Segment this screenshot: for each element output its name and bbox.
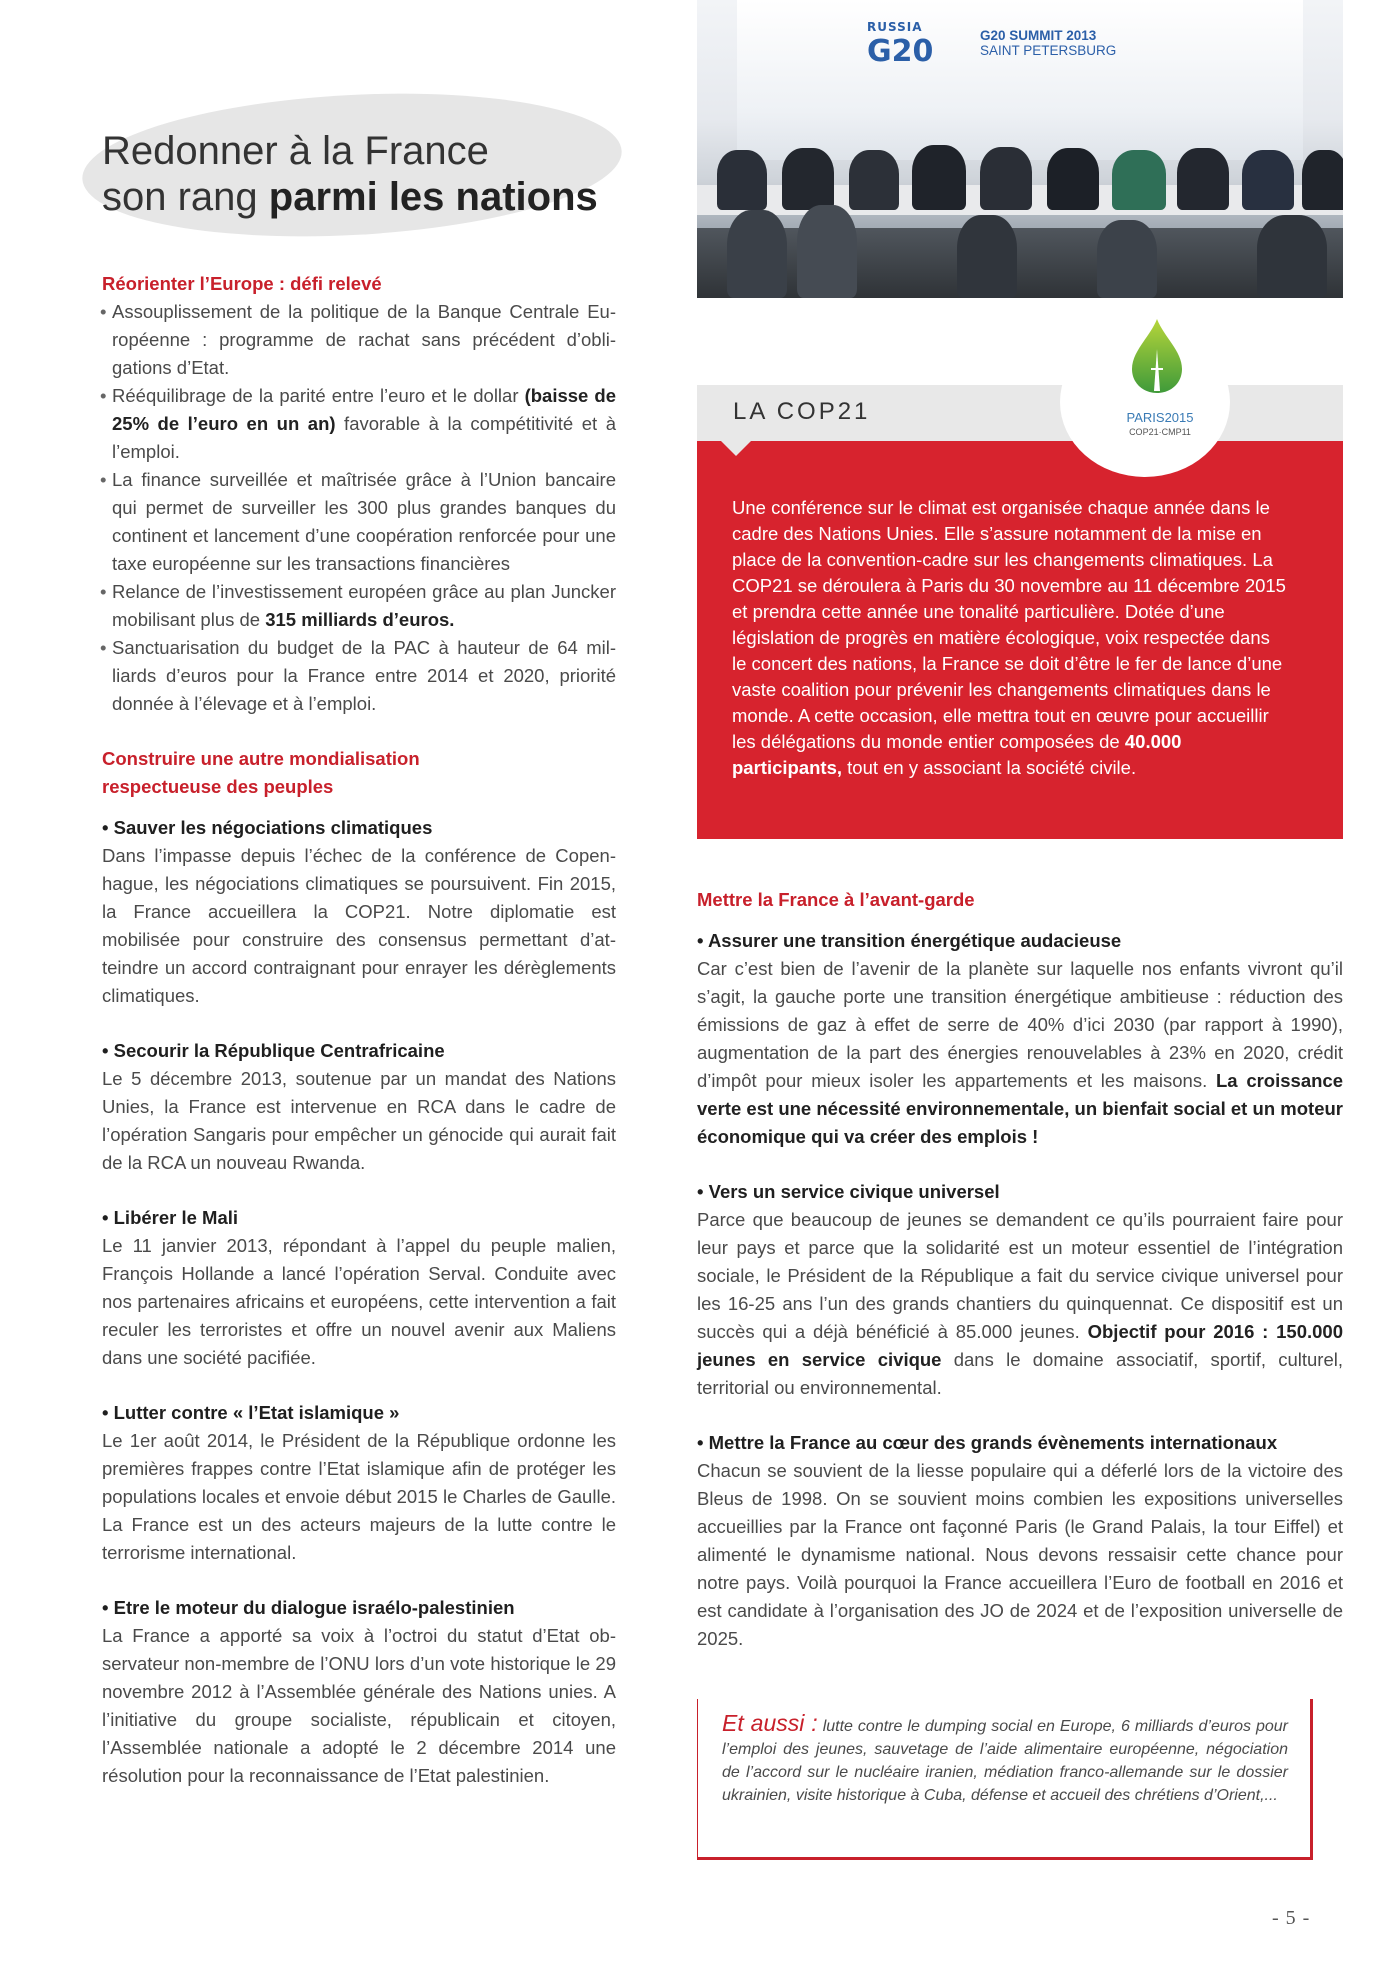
- mondialisation-heading-line-1: Construire une autre mondialisation: [102, 748, 420, 769]
- list-item-bold: (baisse de 25% de l’euro en un an): [112, 385, 616, 434]
- cop21-label: LA COP21: [733, 398, 871, 425]
- section-body-bold: Objectif pour 2016 : 150.000 jeunes en service civique: [697, 1321, 1344, 1370]
- g20-summit-photo: [697, 0, 1343, 298]
- panelist: [912, 145, 966, 210]
- section-body-service-civique: [697, 1206, 1343, 1402]
- mondialisation-heading-line-2: respectueuse des peuples: [102, 776, 334, 797]
- section-title-rca: • Secourir la République Centrafricaine: [102, 1037, 616, 1065]
- g20-logo-text: G20: [867, 34, 934, 69]
- et-aussi-body: lutte contre le dumping social en Europe, 6 milliards d’euros pour l’emploi des jeunes, sauvetage de l’aide alimentaire européenne, négociation de l’accord sur le nucléaire iranien, médiation franco-allemande sur le dossier ukrainien, visite historique à Cuba, défense et accueil des chrétiens d’Orient,...: [722, 1718, 1288, 1804]
- section-body-text: dans le domaine associatif, sportif, culturel, territorial ou environnemental.: [697, 1349, 1344, 1398]
- audience-member: [1097, 220, 1157, 298]
- page-number: - 5 -: [1272, 1907, 1311, 1929]
- panelist: [1177, 148, 1229, 210]
- section-body-evenements: Chacun se souvient de la liesse populaire qui a déferlé lors de la victoire des Bleus de 1998. On se souvient moins combien les expositions universelles accueillies par la France ont façonné Paris (le Grand Palais, la tour Eiffel) et alimenté le dynamisme national. Nous devons ressaisir cette chance pour notre pays. Voilà pourquoi la France accueillera l’Euro de football en 2016 et est candidate à l’organisation des JO de 2024 et de l’exposition universelle de 2025.: [697, 1460, 1343, 1649]
- audience-member: [1257, 215, 1327, 298]
- cop21-notch: [720, 440, 752, 456]
- section-body-transition: [697, 955, 1343, 1151]
- section-body-etat-islamique: Le 1er août 2014, le Président de la République ordonne les premières frappes contre l’Etat islamique afin de protéger les populations locales et envoie début 2015 le Charles de Gaulle. La France est un des acteurs majeurs de la lutte contre le terrorisme international.: [102, 1430, 616, 1563]
- list-item-bold: 315 milliards d’euros.: [265, 609, 455, 630]
- europe-list: [102, 298, 616, 718]
- section-title-climat: • Sauver les négociations climatiques: [102, 814, 616, 842]
- list-item-text: favorable à la compétitivité et à l’emploi.: [112, 413, 616, 462]
- cop21-body-end: tout en y associant la société civile.: [842, 757, 1137, 778]
- panelist: [849, 150, 899, 210]
- list-item-text: La finance surveillée et maîtrisée grâce à l’Union bancaire qui permet de surveiller les 300 plus grandes banques du continent et lancement d’une coopération renforcée pour une taxe européenne sur les transactions financières: [112, 469, 616, 574]
- et-aussi-text: [722, 1712, 1288, 1807]
- panelist: [1242, 150, 1294, 210]
- paris2015-logo-text: [1110, 412, 1210, 438]
- section-body-rca: Le 5 décembre 2013, soutenue par un mandat des Nations Unies, la France est intervenue en RCA dans le cadre de l’opération Sangaris pour empêcher un génocide qui aurait fait de la RCA un nouveau Rwanda.: [102, 1068, 616, 1173]
- section-title-mali: • Libérer le Mali: [102, 1204, 616, 1232]
- title-line-2-bold: parmi les nations: [268, 175, 598, 219]
- et-aussi-label: Et aussi :: [722, 1710, 818, 1736]
- section-body-mali: Le 11 janvier 2013, répondant à l’appel du peuple malien, François Hollande a lancé l’opération Serval. Conduite avec nos partenaires africains et européens, cette intervention a fait reculer les terroristes et offre un nouvel avenir aux Maliens dans une société pacifiée.: [102, 1235, 616, 1368]
- g20-summit-caption: [980, 28, 1116, 58]
- cop21-body: Une conférence sur le climat est organisée chaque année dans le cadre des Nations Unies. Elle s’assure notamment de la mise en place de la convention-cadre sur les changements climatiques. La COP21 se déroulera à Paris du 30 novembre au 11 décembre 2015 et prendra cette année une tonalité particulière. Dotée d’une législation de progrès en matière écologique, voix respectée dans le concert des nations, la France se doit d’être le fer de lance d’une vaste coalition pour prévenir les changements climatiques dans le monde. A cette occasion, elle mettra tout en œuvre pour accueillir les délégations du monde entier composées de: [732, 497, 1286, 752]
- right-column: [697, 886, 1343, 1653]
- europe-heading: Réorienter l’Europe : défi relevé: [102, 273, 382, 294]
- g20-summit-line-2: SAINT PETERSBURG: [980, 43, 1117, 58]
- list-item-text: Rééquilibrage de la parité entre l’euro et le dollar: [112, 385, 525, 406]
- cop21-bold: 40.000 participants,: [732, 731, 1182, 778]
- list-item-text: Relance de l’investissement européen grâce au plan Juncker mobilisant plus de: [112, 581, 616, 630]
- section-body-israelo-palestinien: La France a apporté sa voix à l’octroi du statut d’Etat observateur non-membre de l’ONU lors d’un vote historique le 29 novembre 2012 à l’Assemblée générale des Nations unies. A l’initiative du groupe socialiste, républicain et citoyen, l’Assemblée nationale a adopté le 2 décembre 2014 une résolution pour la reconnaissance de l’Etat palestinien.: [102, 1625, 616, 1786]
- list-item: [102, 634, 616, 718]
- title-line-1: Redonner à la France: [102, 129, 489, 173]
- title-line-2-normal: son rang: [102, 175, 269, 219]
- audience-member: [957, 215, 1017, 298]
- panelist: [782, 148, 834, 210]
- page-title: [102, 128, 662, 220]
- g20-logo-russia: RUSSIA: [867, 20, 923, 34]
- cop21-cmp11-text: COP21·CMP11: [1129, 427, 1191, 437]
- panelist: [717, 150, 767, 210]
- leaf-icon: [1128, 317, 1186, 395]
- g20-summit-line-1: G20 SUMMIT 2013: [980, 28, 1097, 43]
- paris2015-text: PARIS2015: [1126, 410, 1194, 425]
- list-item: [102, 298, 616, 382]
- stage-backdrop: [737, 0, 1303, 160]
- list-item-text: Sanctuarisation du budget de la PAC à hauteur de 64 milliards d’euros pour la France entre 2014 et 2020, priorité donnée à l’élevage et à l’emploi.: [112, 637, 616, 714]
- panelist: [1047, 148, 1099, 210]
- section-body-text: Car c’est bien de l’avenir de la planète sur laquelle nos enfants vivront qu’il s’agit, la gauche porte une transition énergétique ambitieuse : réduction des émissions de gaz à effet de serre de 40% d’ici 2030 (par rapport à 1990), augmentation de la part des énergies renouvelables à 23% en 2020, crédit d’impôt pour mieux isoler les appartements et les maisons.: [697, 958, 1343, 1091]
- section-title-evenements: • Mettre la France au cœur des grands évènements internationaux: [697, 1429, 1343, 1457]
- section-body-text: Parce que beaucoup de jeunes se demandent ce qu’ils pourraient faire pour leur pays et parce que la solidarité est un moteur essentiel de l’intégration sociale, le Président de la République a fait du service civique universel pour les 16-25 ans l’un des grands chantiers du quinquennat. Ce dispositif est un succès qui a déjà bénéficié à 85.000 jeunes.: [697, 1209, 1343, 1342]
- section-body-bold: La croissance verte est une nécessité environnementale, un bienfait social et un moteur économique qui va créer des emplois !: [697, 1070, 1343, 1147]
- panelist: [1302, 150, 1343, 210]
- panelist: [1112, 150, 1166, 210]
- left-column: [102, 270, 616, 1790]
- section-title-transition: • Assurer une transition énergétique audacieuse: [697, 927, 1343, 955]
- list-item-text: Assouplissement de la politique de la Banque Centrale Européenne : programme de rachat sans précédent d’obligations d’Etat.: [112, 301, 616, 378]
- panelist: [980, 147, 1032, 210]
- audience: [697, 228, 1343, 298]
- title-line-2: [102, 174, 662, 220]
- cop21-text: [732, 495, 1288, 781]
- audience-member: [797, 205, 857, 298]
- list-item: [102, 382, 616, 466]
- list-item: [102, 466, 616, 578]
- section-title-israelo-palestinien: • Etre le moteur du dialogue israélo-palestinien: [102, 1594, 616, 1622]
- section-title-service-civique: • Vers un service civique universel: [697, 1178, 1343, 1206]
- list-item: [102, 578, 616, 634]
- audience-member: [727, 210, 787, 298]
- avant-garde-heading: Mettre la France à l’avant-garde: [697, 889, 975, 910]
- section-body-climat: Dans l’impasse depuis l’échec de la conférence de Copenhague, les négociations climatiques se poursuivent. Fin 2015, la France accueillera la COP21. Notre diplomatie est mobilisée pour construire des consensus permettant d’atteindre un accord contraignant pour enrayer les dérèglements climatiques.: [102, 845, 616, 1006]
- section-title-etat-islamique: • Lutter contre « l’Etat islamique »: [102, 1399, 616, 1427]
- g20-logo: [867, 20, 933, 69]
